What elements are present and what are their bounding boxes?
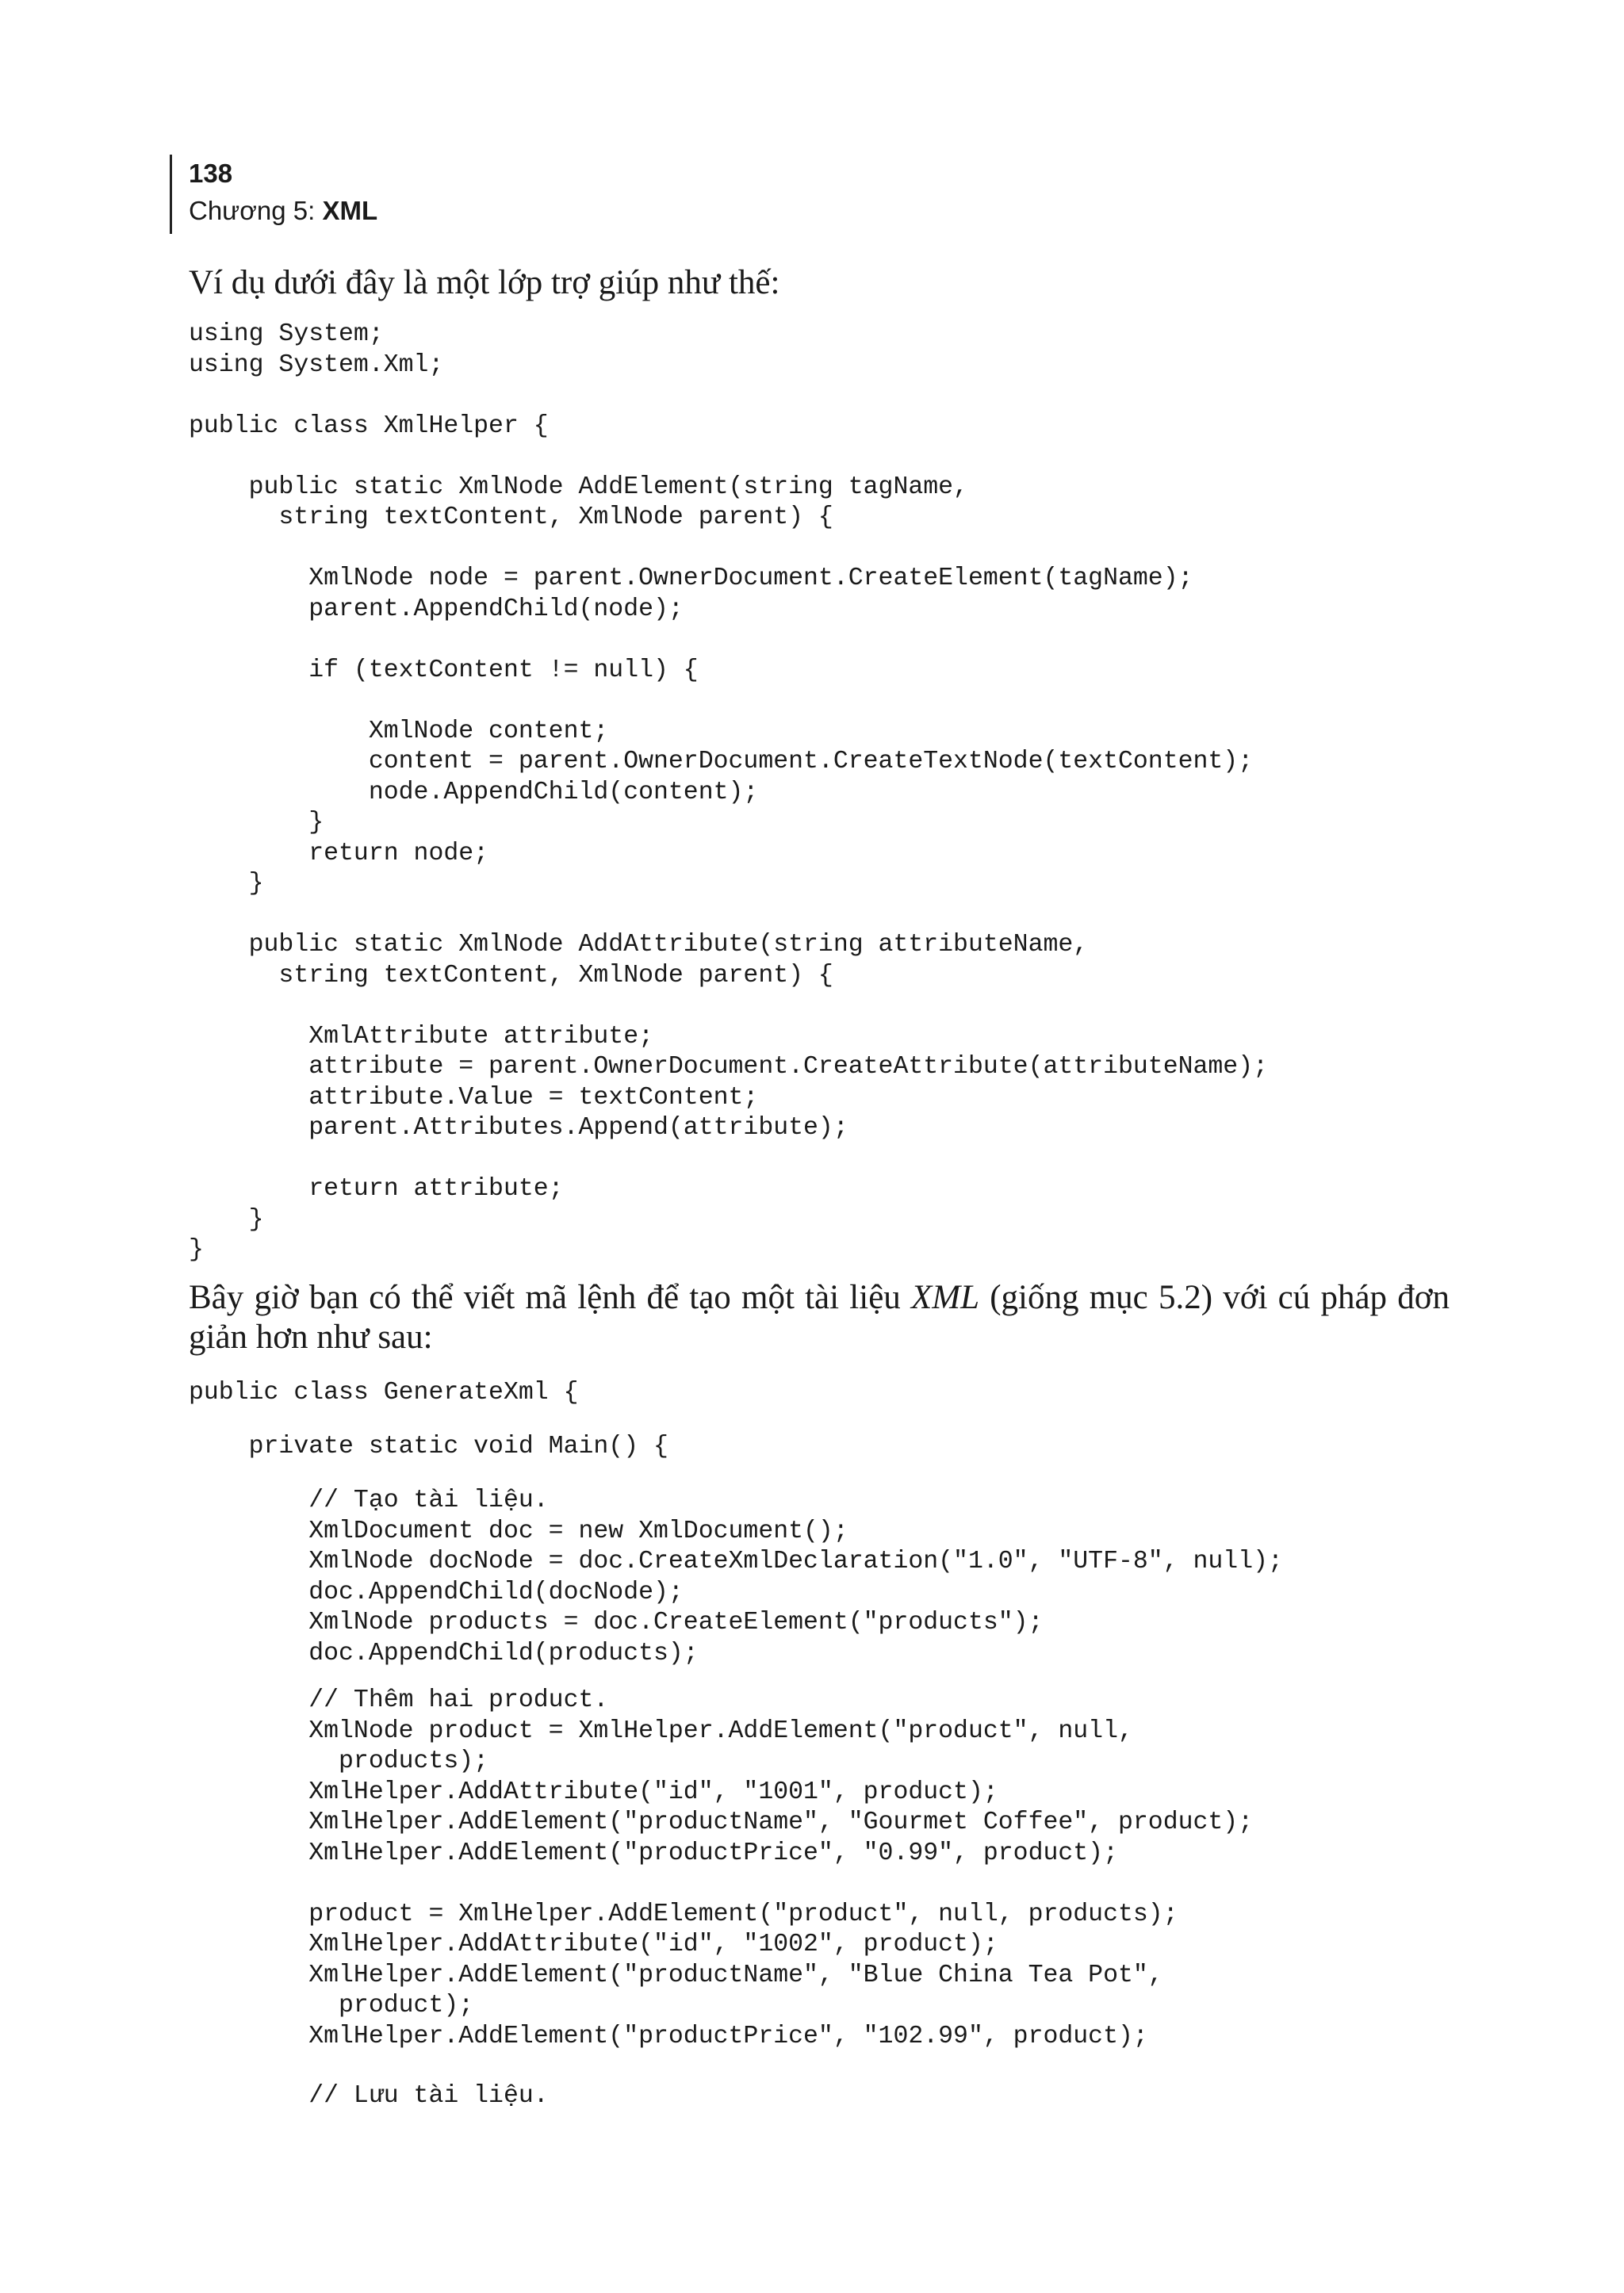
- explanation-text-start: Bây giờ bạn có thể viết mã lệnh để tạo một tài liệu: [189, 1279, 912, 1316]
- code-main-declaration: private static void Main() {: [189, 1433, 668, 1460]
- explanation-text-end: (giống mục 5.2) với cú pháp đơn giản hơn như sau:: [189, 1279, 1450, 1356]
- code-block-xmlhelper: using System; using System.Xml; public class XmlHelper { public static XmlNode AddElement(string tagName, string textContent, XmlNode parent) { XmlNode node = parent.OwnerDocument.CreateElement(tagName); parent.AppendChild(node); if (textContent != null) { XmlNode content; content = parent.OwnerDocument.CreateTextNode(textContent); node.AppendChild(content); } return node; } public static XmlNode AddAttribute(string attributeName, string textContent, XmlNode parent) { XmlAttribute attribute; attribute = parent.OwnerDocument.CreateAttribute(attributeName); attribute.Value = textContent; parent.Attributes.Append(attribute); return attribute; } }: [189, 320, 1269, 1264]
- intro-paragraph: Ví dụ dưới đây là một lớp trợ giúp như thế:: [189, 264, 780, 301]
- explanation-paragraph: [189, 1278, 1450, 1357]
- page-number: 138: [189, 159, 233, 188]
- chapter-title: XML: [322, 196, 378, 225]
- chapter-heading: [189, 195, 377, 227]
- header-rule: [170, 155, 172, 234]
- chapter-prefix: Chương 5:: [189, 196, 323, 225]
- code-add-products: // Thêm hai product. XmlNode product = XmlHelper.AddElement("product", null, products); XmlHelper.AddAttribute("id", "1001", product); XmlHelper.AddElement("productName", "Gourmet Coffee", product); XmlHelper.AddElement("productPrice", "0.99", product); product = XmlHelper.AddElement("product", null, products); XmlHelper.AddAttribute("id", "1002", product); XmlHelper.AddElement("productName", "Blue China Tea Pot", product); XmlHelper.AddElement("productPrice", "102.99", product);: [308, 1686, 1254, 2050]
- code-create-document: // Tạo tài liệu. XmlDocument doc = new XmlDocument(); XmlNode docNode = doc.CreateXmlDeclaration("1.0", "UTF-8", null); doc.AppendChild(docNode); XmlNode products = doc.CreateElement("products"); doc.AppendChild(products);: [308, 1487, 1283, 1667]
- code-class-declaration: public class GenerateXml {: [189, 1379, 579, 1407]
- code-save-comment: // Lưu tài liệu.: [189, 2082, 549, 2110]
- explanation-emphasis: XML: [911, 1279, 980, 1316]
